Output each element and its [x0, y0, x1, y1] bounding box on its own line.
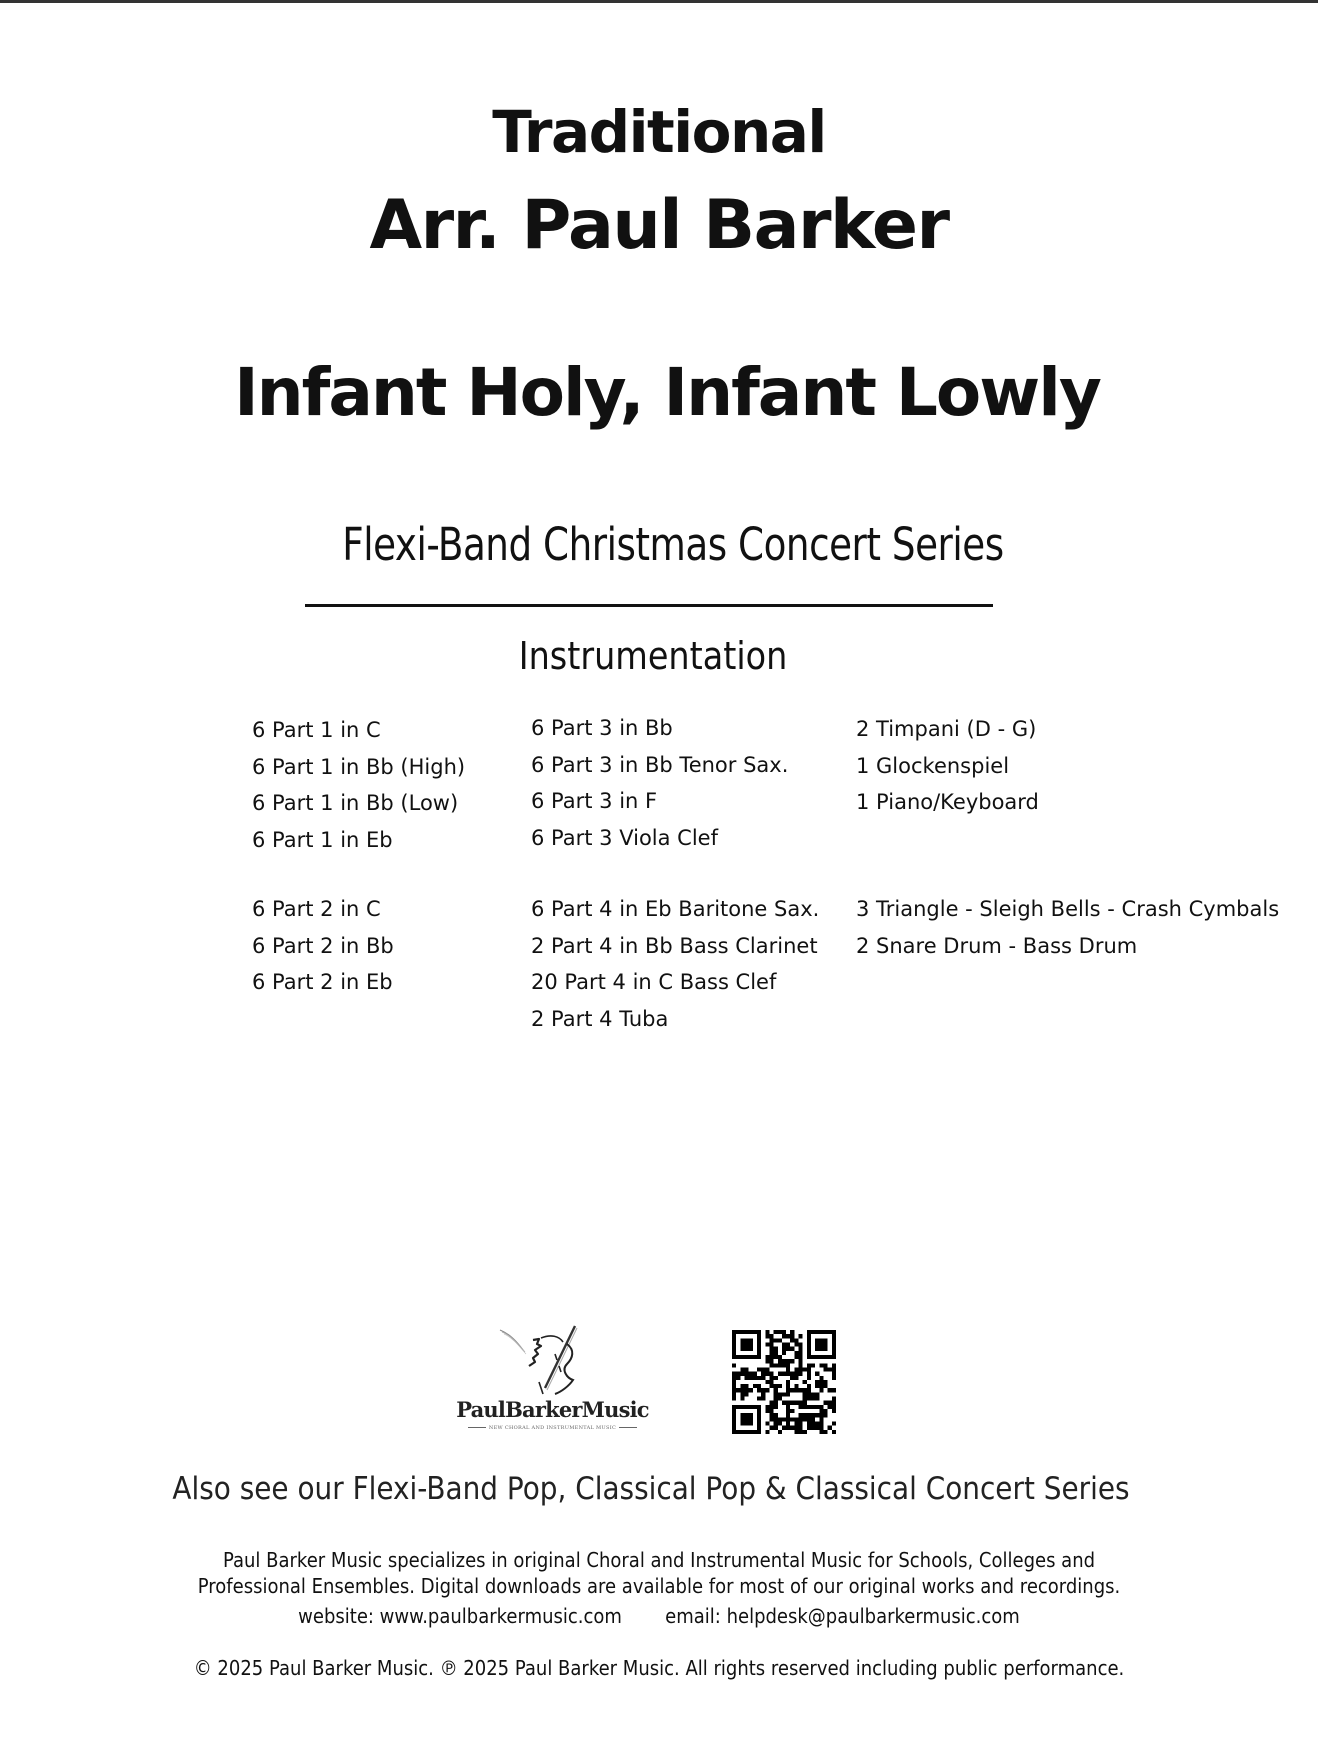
qr-module: [761, 1392, 765, 1396]
qr-module: [786, 1401, 790, 1405]
qr-module: [807, 1405, 811, 1409]
qr-module: [811, 1392, 815, 1396]
qr-module: [790, 1426, 794, 1430]
instrument-item: 6 Part 4 in Eb Baritone Sax.: [531, 897, 820, 921]
qr-module: [794, 1376, 798, 1380]
qr-module: [774, 1330, 778, 1334]
qr-module: [803, 1405, 807, 1409]
qr-module: [794, 1342, 798, 1346]
qr-module: [782, 1342, 786, 1346]
qr-module: [769, 1405, 773, 1409]
qr-module: [778, 1359, 782, 1363]
qr-module: [815, 1426, 819, 1430]
qr-module: [778, 1384, 782, 1388]
instrument-item: 2 Timpani (D - G): [856, 717, 1037, 741]
qr-module: [811, 1417, 815, 1421]
qr-module: [774, 1422, 778, 1426]
qr-module: [832, 1388, 836, 1392]
qr-module: [778, 1430, 782, 1434]
qr-module: [811, 1426, 815, 1430]
qr-module: [832, 1409, 836, 1413]
qr-module: [774, 1355, 778, 1359]
qr-module: [790, 1417, 794, 1421]
qr-module: [765, 1430, 769, 1434]
qr-module: [782, 1363, 786, 1367]
qr-module: [778, 1363, 782, 1367]
qr-module: [744, 1372, 748, 1376]
qr-module: [799, 1417, 803, 1421]
qr-module: [799, 1359, 803, 1363]
qr-module: [786, 1363, 790, 1367]
qr-module: [774, 1426, 778, 1430]
qr-module: [794, 1388, 798, 1392]
qr-module: [799, 1347, 803, 1351]
qr-module: [819, 1409, 823, 1413]
qr-module: [782, 1330, 786, 1334]
qr-module: [819, 1363, 823, 1367]
qr-module: [769, 1338, 773, 1342]
qr-module: [790, 1401, 794, 1405]
logo-tagline: NEW CHORAL AND INSTRUMENTAL MUSIC: [455, 1425, 650, 1431]
qr-module: [732, 1376, 736, 1380]
qr-module: [744, 1384, 748, 1388]
qr-module: [778, 1422, 782, 1426]
qr-module: [774, 1363, 778, 1367]
qr-module: [799, 1372, 803, 1376]
qr-module: [732, 1384, 736, 1388]
qr-module: [774, 1397, 778, 1401]
composer: Traditional: [492, 98, 826, 166]
qr-module: [824, 1367, 828, 1371]
qr-module: [803, 1417, 807, 1421]
instrument-item: 20 Part 4 in C Bass Clef: [531, 970, 777, 994]
qr-module: [774, 1338, 778, 1342]
qr-module: [765, 1342, 769, 1346]
qr-module: [769, 1372, 773, 1376]
instrumentation-heading: Instrumentation: [518, 634, 788, 678]
qr-module: [803, 1380, 807, 1384]
qr-module: [778, 1338, 782, 1342]
qr-module: [757, 1384, 761, 1388]
qr-module: [782, 1334, 786, 1338]
qr-module: [740, 1367, 744, 1371]
qr-module: [753, 1384, 757, 1388]
qr-module: [794, 1351, 798, 1355]
qr-module: [799, 1413, 803, 1417]
qr-module: [774, 1413, 778, 1417]
qr-module: [807, 1413, 811, 1417]
qr-module: [790, 1359, 794, 1363]
qr-module: [744, 1376, 748, 1380]
qr-module: [794, 1355, 798, 1359]
qr-module: [807, 1426, 811, 1430]
qr-module: [815, 1392, 819, 1396]
qr-module: [774, 1405, 778, 1409]
qr-module: [794, 1401, 798, 1405]
qr-module: [769, 1334, 773, 1338]
qr-module: [832, 1430, 836, 1434]
qr-module: [765, 1330, 769, 1334]
qr-module: [811, 1422, 815, 1426]
instrumentation-column: [856, 891, 1279, 964]
qr-module: [819, 1430, 823, 1434]
qr-module: [794, 1422, 798, 1426]
qr-module: [786, 1388, 790, 1392]
qr-module: [782, 1417, 786, 1421]
about-text: [66, 1547, 1252, 1599]
qr-module: [757, 1376, 761, 1380]
qr-module: [769, 1359, 773, 1363]
qr-module: [815, 1422, 819, 1426]
qr-module: [794, 1426, 798, 1430]
qr-module: [819, 1413, 823, 1417]
qr-module: [782, 1351, 786, 1355]
qr-module: [807, 1363, 811, 1367]
qr-module: [794, 1417, 798, 1421]
qr-module: [744, 1392, 748, 1396]
qr-module: [815, 1380, 819, 1384]
qr-module: [807, 1372, 811, 1376]
qr-module: [778, 1330, 782, 1334]
qr-module: [765, 1355, 769, 1359]
instrument-item: 6 Part 1 in Bb (Low): [252, 791, 459, 815]
qr-module: [769, 1413, 773, 1417]
qr-code-icon[interactable]: [732, 1330, 836, 1434]
email-link[interactable]: email: helpdesk@paulbarkermusic.com: [665, 1604, 1020, 1628]
qr-module: [786, 1380, 790, 1384]
qr-module: [824, 1384, 828, 1388]
qr-module: [803, 1367, 807, 1371]
qr-module: [786, 1347, 790, 1351]
instrument-item: 6 Part 2 in C: [252, 897, 381, 921]
instrument-item: 3 Triangle - Sleigh Bells - Crash Cymbals: [856, 897, 1280, 921]
qr-module: [782, 1347, 786, 1351]
qr-module: [819, 1417, 823, 1421]
qr-module: [769, 1401, 773, 1405]
qr-module: [765, 1367, 769, 1371]
qr-module: [774, 1388, 778, 1392]
copyright-notice: © 2025 Paul Barker Music. ℗ 2025 Paul Barker Music. All rights reserved including public performance.: [193, 1656, 1125, 1680]
qr-module: [819, 1388, 823, 1392]
qr-module: [799, 1367, 803, 1371]
instrumentation-column: [856, 711, 1039, 821]
qr-module: [828, 1401, 832, 1405]
qr-module: [790, 1334, 794, 1338]
qr-module: [765, 1359, 769, 1363]
qr-module: [786, 1405, 790, 1409]
qr-module: [765, 1372, 769, 1376]
qr-module: [794, 1367, 798, 1371]
qr-module: [774, 1347, 778, 1351]
instrument-item: 2 Part 4 in Bb Bass Clarinet: [531, 933, 818, 958]
qr-module: [765, 1405, 769, 1409]
qr-module: [765, 1409, 769, 1413]
qr-module: [753, 1376, 757, 1380]
qr-module: [799, 1430, 803, 1434]
qr-module: [778, 1417, 782, 1421]
qr-module: [799, 1342, 803, 1346]
qr-module: [782, 1401, 786, 1405]
qr-module: [732, 1372, 736, 1376]
qr-module: [732, 1397, 736, 1401]
qr-module: [786, 1367, 790, 1371]
qr-module: [819, 1405, 823, 1409]
qr-module: [744, 1388, 748, 1392]
qr-module: [757, 1388, 761, 1392]
qr-module: [815, 1372, 819, 1376]
qr-module: [778, 1372, 782, 1376]
instrument-item: 6 Part 1 in Eb: [252, 827, 393, 852]
qr-module: [786, 1422, 790, 1426]
qr-module: [761, 1388, 765, 1392]
logo-wordmark: PaulBarkerMusic: [456, 1397, 649, 1422]
qr-module: [824, 1409, 828, 1413]
qr-module: [774, 1351, 778, 1355]
qr-module: [803, 1392, 807, 1396]
qr-module: [799, 1351, 803, 1355]
qr-module: [803, 1397, 807, 1401]
qr-module: [769, 1363, 773, 1367]
qr-module: [749, 1372, 753, 1376]
qr-module: [832, 1367, 836, 1371]
qr-module: [824, 1430, 828, 1434]
qr-module: [740, 1392, 744, 1396]
qr-module: [782, 1359, 786, 1363]
qr-module: [786, 1409, 790, 1413]
qr-module: [778, 1397, 782, 1401]
qr-module: [774, 1376, 778, 1380]
qr-module: [819, 1376, 823, 1380]
qr-module: [786, 1392, 790, 1396]
qr-module: [828, 1388, 832, 1392]
instrument-item: 2 Snare Drum - Bass Drum: [856, 933, 1138, 958]
qr-module: [807, 1367, 811, 1371]
qr-module: [790, 1338, 794, 1342]
qr-module: [790, 1409, 794, 1413]
qr-module: [799, 1422, 803, 1426]
about-line-2: Professional Ensembles. Digital downloads are available for most of our original works and recordings.: [197, 1574, 1121, 1598]
qr-module: [761, 1372, 765, 1376]
qr-module: [832, 1405, 836, 1409]
about-line-1: Paul Barker Music specializes in original Choral and Instrumental Music for Schools, Colleges and: [222, 1548, 1096, 1572]
qr-module: [807, 1397, 811, 1401]
qr-module: [832, 1376, 836, 1380]
instrument-item: 6 Part 2 in Bb: [252, 933, 394, 958]
qr-module: [736, 1372, 740, 1376]
qr-module: [786, 1342, 790, 1346]
instrument-item: 6 Part 3 Viola Clef: [531, 825, 718, 850]
qr-module: [786, 1417, 790, 1421]
qr-module: [786, 1413, 790, 1417]
qr-module: [757, 1367, 761, 1371]
qr-module: [815, 1405, 819, 1409]
instrument-item: 2 Part 4 Tuba: [531, 1006, 669, 1031]
instrument-item: 6 Part 3 in Bb Tenor Sax.: [531, 752, 789, 777]
qr-module: [824, 1363, 828, 1367]
qr-module: [803, 1430, 807, 1434]
qr-module: [744, 1367, 748, 1371]
qr-module: [757, 1397, 761, 1401]
qr-module: [732, 1363, 736, 1367]
qr-module: [769, 1426, 773, 1430]
qr-module: [732, 1388, 736, 1392]
qr-module: [824, 1380, 828, 1384]
qr-module: [769, 1380, 773, 1384]
qr-module: [774, 1417, 778, 1421]
qr-module: [769, 1355, 773, 1359]
qr-module: [732, 1392, 736, 1396]
qr-module: [740, 1372, 744, 1376]
qr-module: [740, 1384, 744, 1388]
qr-module: [819, 1384, 823, 1388]
qr-module: [828, 1367, 832, 1371]
qr-module: [819, 1422, 823, 1426]
qr-module: [753, 1372, 757, 1376]
qr-module: [765, 1380, 769, 1384]
qr-module: [815, 1397, 819, 1401]
qr-module: [832, 1372, 836, 1376]
qr-module: [794, 1338, 798, 1342]
qr-module: [807, 1376, 811, 1380]
qr-module: [786, 1334, 790, 1338]
qr-module: [769, 1347, 773, 1351]
qr-module: [782, 1426, 786, 1430]
qr-module: [799, 1355, 803, 1359]
instrument-item: 1 Glockenspiel: [856, 753, 1010, 778]
qr-module: [736, 1388, 740, 1392]
qr-module: [811, 1363, 815, 1367]
qr-module: [761, 1397, 765, 1401]
instrumentation-column: [252, 891, 394, 1001]
qr-module: [749, 1376, 753, 1380]
qr-module: [749, 1388, 753, 1392]
qr-module: [769, 1351, 773, 1355]
qr-module: [782, 1392, 786, 1396]
qr-module: [824, 1413, 828, 1417]
divider: [305, 604, 993, 607]
instrumentation-column: [531, 891, 819, 1037]
qr-module: [774, 1384, 778, 1388]
qr-module: [790, 1376, 794, 1380]
qr-module: [811, 1397, 815, 1401]
qr-module: [790, 1388, 794, 1392]
qr-module: [794, 1384, 798, 1388]
instrument-item: 6 Part 2 in Eb: [252, 970, 393, 994]
instrument-item: 6 Part 3 in F: [531, 789, 658, 813]
qr-module: [799, 1401, 803, 1405]
qr-module: [807, 1422, 811, 1426]
series-name: Flexi-Band Christmas Concert Series: [342, 518, 1004, 571]
qr-module: [828, 1405, 832, 1409]
qr-module: [765, 1388, 769, 1392]
qr-module: [778, 1355, 782, 1359]
qr-module: [824, 1401, 828, 1405]
qr-module: [774, 1392, 778, 1396]
qr-module: [782, 1372, 786, 1376]
instrumentation-column: [531, 710, 788, 856]
qr-module: [732, 1380, 736, 1384]
qr-module: [778, 1392, 782, 1396]
qr-module: [803, 1388, 807, 1392]
qr-module: [794, 1372, 798, 1376]
instrument-item: 1 Piano/Keyboard: [856, 790, 1039, 814]
piece-title: Infant Holy, Infant Lowly: [234, 354, 1100, 431]
qr-module: [811, 1405, 815, 1409]
qr-module: [819, 1380, 823, 1384]
website-link[interactable]: website: www.paulbarkermusic.com: [298, 1604, 622, 1628]
contact-info: [66, 1603, 1252, 1629]
qr-module: [774, 1401, 778, 1405]
arranger: Arr. Paul Barker: [369, 186, 949, 265]
instrumentation-column: [252, 712, 465, 858]
qr-module: [736, 1376, 740, 1380]
qr-module: [769, 1384, 773, 1388]
qr-module: [769, 1342, 773, 1346]
qr-module: [799, 1388, 803, 1392]
qr-module: [790, 1372, 794, 1376]
qr-module: [815, 1413, 819, 1417]
qr-module: [803, 1401, 807, 1405]
also-see-text: Also see our Flexi-Band Pop, Classical Pop & Classical Concert Series: [172, 1471, 1130, 1507]
instrument-item: 6 Part 3 in Bb: [531, 716, 673, 740]
qr-module: [807, 1388, 811, 1392]
qr-module: [790, 1330, 794, 1334]
qr-module: [832, 1401, 836, 1405]
qr-module: [807, 1392, 811, 1396]
qr-module: [799, 1334, 803, 1338]
qr-module: [832, 1363, 836, 1367]
qr-module: [769, 1376, 773, 1380]
qr-module: [765, 1334, 769, 1338]
qr-module: [807, 1384, 811, 1388]
qr-module: [807, 1417, 811, 1421]
qr-module: [740, 1388, 744, 1392]
instrument-item: 6 Part 1 in C: [252, 718, 381, 742]
qr-module: [828, 1426, 832, 1430]
top-border: [0, 0, 1318, 3]
qr-module: [769, 1409, 773, 1413]
qr-module: [786, 1426, 790, 1430]
qr-module: [761, 1367, 765, 1371]
qr-module: [819, 1426, 823, 1430]
qr-module: [761, 1376, 765, 1380]
qr-module: [832, 1422, 836, 1426]
qr-module: [786, 1384, 790, 1388]
qr-module: [794, 1430, 798, 1434]
qr-module: [803, 1413, 807, 1417]
qr-module: [769, 1417, 773, 1421]
qr-module: [786, 1359, 790, 1363]
qr-module: [799, 1405, 803, 1409]
qr-module: [790, 1347, 794, 1351]
instrument-item: 6 Part 1 in Bb (High): [252, 754, 466, 779]
qr-module: [799, 1363, 803, 1367]
publisher-logo: [455, 1322, 650, 1437]
qr-module: [811, 1413, 815, 1417]
qr-module: [740, 1397, 744, 1401]
violin-face-icon: [455, 1322, 650, 1397]
qr-module: [799, 1426, 803, 1430]
qr-module: [832, 1397, 836, 1401]
qr-module: [815, 1384, 819, 1388]
qr-module: [786, 1372, 790, 1376]
qr-module: [765, 1422, 769, 1426]
